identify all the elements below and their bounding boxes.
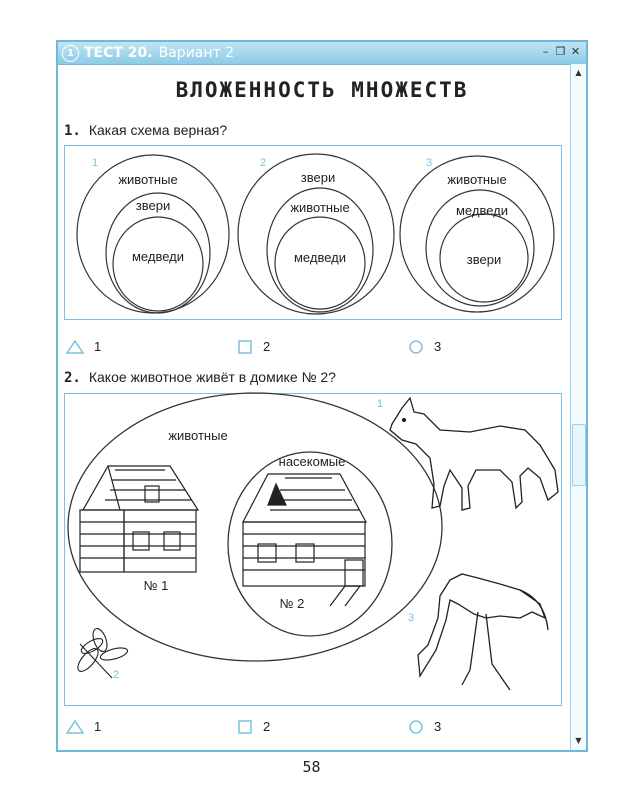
scheme-2-middle-label: животные xyxy=(290,200,350,215)
question-1-text: Какая схема верная? xyxy=(88,122,228,138)
q1-option-2-label: 2 xyxy=(263,339,271,354)
scheme-3-middle-label: медведи xyxy=(455,203,509,218)
animals-label: животные xyxy=(168,428,228,443)
q1-option-3-label: 3 xyxy=(434,339,442,354)
scheme-3-number: 3 xyxy=(426,157,433,169)
scheme-2-number: 2 xyxy=(260,157,267,169)
restore-button[interactable]: ❐ xyxy=(555,45,566,58)
page-title: ВЛОЖЕННОСТЬ МНОЖЕСТВ xyxy=(175,78,469,102)
question-2-number: 2. xyxy=(64,370,81,386)
q2-option-1-label: 1 xyxy=(94,719,102,734)
q2-option-3[interactable] xyxy=(408,719,441,734)
q2-option-3-label: 3 xyxy=(434,719,442,734)
close-button[interactable]: ✕ xyxy=(570,45,581,58)
minimize-button[interactable]: – xyxy=(542,45,549,58)
scheme-1-number: 1 xyxy=(92,157,99,169)
house-1-image xyxy=(80,466,198,572)
animal-1-number: 1 xyxy=(377,398,384,410)
triangle-icon xyxy=(66,720,84,734)
scheme-1-middle-label: звери xyxy=(135,198,171,213)
house-2-label: № 2 xyxy=(279,596,305,611)
scheme-3-inner-label: звери xyxy=(466,252,502,267)
test-badge: 1 xyxy=(62,45,79,62)
scroll-down-arrow-icon[interactable]: ▼ xyxy=(575,736,582,745)
fox-image xyxy=(390,398,558,510)
scheme-2-outer-label: звери xyxy=(300,170,336,185)
scheme-1-outer-label: животные xyxy=(118,172,178,187)
q2-option-2[interactable] xyxy=(237,719,270,734)
question-2-text: Какое животное живёт в домике № 2? xyxy=(88,369,336,385)
scheme-2-inner-label: медведи xyxy=(293,250,347,265)
q2-option-2-label: 2 xyxy=(263,719,271,734)
animal-3-number: 3 xyxy=(408,612,415,624)
square-icon xyxy=(237,720,253,734)
crane-image xyxy=(418,574,548,690)
house-2-image xyxy=(243,474,366,606)
scroll-up-arrow-icon[interactable]: ▲ xyxy=(575,68,582,77)
insects-label: насекомые xyxy=(278,454,346,469)
q2-option-1[interactable] xyxy=(66,719,101,734)
question-1-number: 1. xyxy=(64,123,81,139)
circle-icon xyxy=(408,720,424,734)
test-label: ТЕСТ 20. xyxy=(84,45,153,61)
page-number: 58 xyxy=(302,758,321,776)
scheme-1-inner-label: медведи xyxy=(131,249,185,264)
variant-label: Вариант 2 xyxy=(158,45,235,61)
scheme-3-outer-label: животные xyxy=(447,172,507,187)
q1-option-1-label: 1 xyxy=(94,339,102,354)
dragonfly-image xyxy=(74,627,128,678)
house-1-label: № 1 xyxy=(143,578,169,593)
animal-2-number: 2 xyxy=(113,669,120,681)
